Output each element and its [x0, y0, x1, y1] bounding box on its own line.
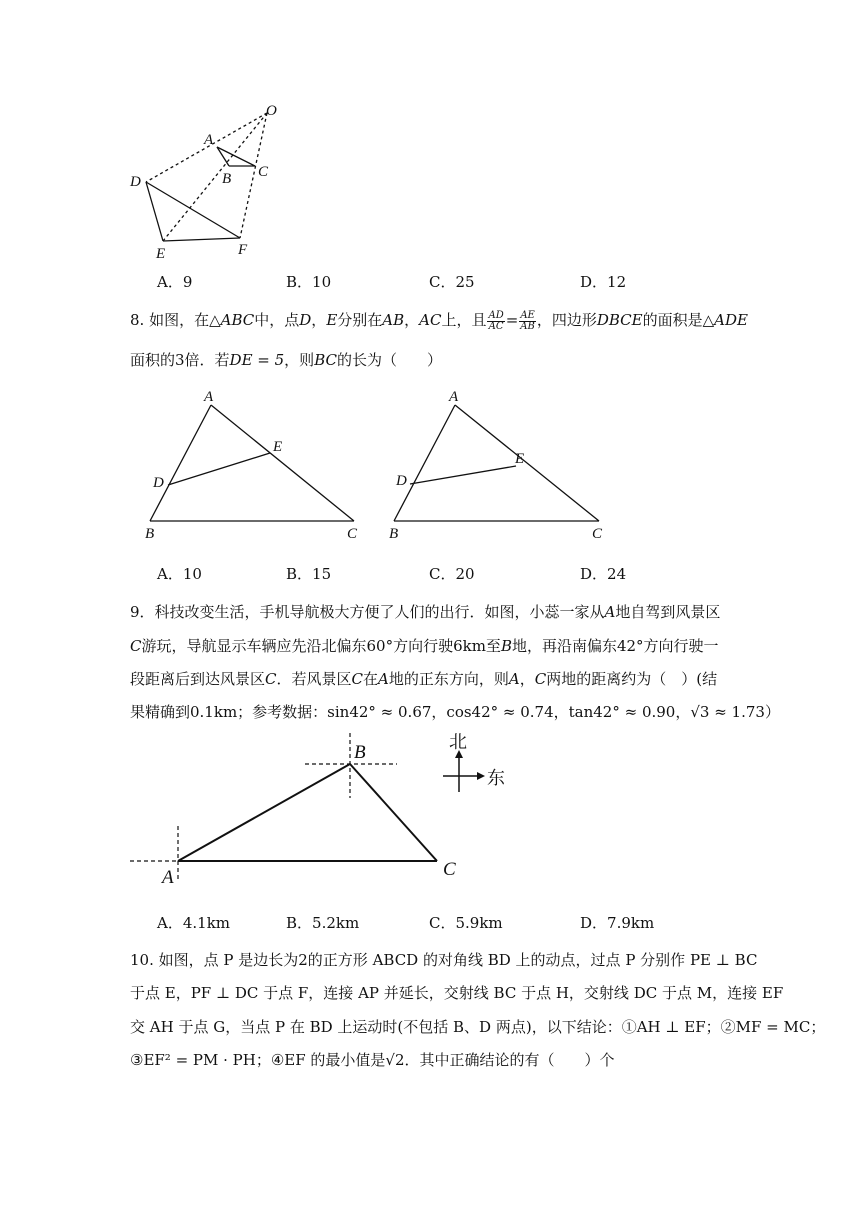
q7-label-a: A [204, 132, 214, 148]
q8-right-label-a: A [449, 389, 459, 405]
q8-left-label-c: C [347, 526, 358, 542]
q8-option-a[interactable]: A．10 [157, 565, 202, 583]
q8-stem-line2: 面积的3倍．若DE = 5，则BC的长为（ ） [130, 351, 442, 369]
q8-option-d[interactable]: D．24 [580, 565, 627, 583]
q9-stem-line1: 9．科技改变生活，手机导航极大方便了人们的出行．如图，小蕊一家从A地自驾到风景区 [130, 603, 721, 621]
q8-left-label-a: A [204, 389, 214, 405]
q7-label-e: E [156, 246, 166, 262]
q8-right-label-e: E [515, 451, 525, 467]
q9-option-a[interactable]: A．4.1km [157, 914, 231, 932]
q8-option-c[interactable]: C．20 [429, 565, 475, 583]
q8-stem-line1: 8. 如图，在△ABC中，点D，E分别在AB，AC上，且 $\frac{AD}{AC}$ = $\frac{AE}{AB}$ ，四边形DBCE的面积是△ADE [130, 309, 748, 332]
q8-right-label-d: D [396, 473, 407, 489]
q9-label-a: A [162, 867, 174, 888]
q8-fraction-ae-ab: $\frac{AE}{AB}$ [520, 309, 535, 332]
q7-option-a[interactable]: A．9 [157, 273, 193, 291]
q8-option-b[interactable]: B．15 [286, 565, 332, 583]
q9-label-c: C [443, 859, 456, 880]
q7-label-c: C [258, 164, 269, 180]
q10-stem-line4: ③EF² = PM · PH；④EF 的最小值是√2．其中正确结论的有（ ）个 [130, 1051, 615, 1069]
q9-option-d[interactable]: D．7.9km [580, 914, 655, 932]
q9-stem-line3: 段距离后到达风景区C．若风景区C在A地的正东方向，则A，C两地的距离约为（ ）(结 [130, 670, 718, 688]
q8-figure-left [140, 385, 370, 545]
q7-label-d: D [130, 174, 141, 190]
q8-left-label-d: D [153, 475, 164, 491]
q10-stem-line2: 于点 E，PF ⊥ DC 于点 F，连接 AP 并延长，交射线 BC 于点 H，交射线 DC 于点 M，连接 EF [130, 984, 784, 1002]
q10-stem-line3: 交 AH 于点 G，当点 P 在 BD 上运动时(不包括 B、D 两点)，以下结论：①AH ⊥ EF；②MF = MC； [130, 1018, 826, 1036]
east-label: 东 [487, 768, 505, 789]
q9-option-c[interactable]: C．5.9km [429, 914, 503, 932]
q7-option-d[interactable]: D．12 [580, 273, 627, 291]
q9-stem-line2: C游玩，导航显示车辆应先沿北偏东60°方向行驶6km至B地，再沿南偏东42°方向行驶一 [130, 637, 719, 655]
north-label: 北 [449, 732, 467, 753]
q8-left-label-b: B [145, 526, 155, 542]
q7-figure [120, 100, 290, 265]
q8-right-label-c: C [592, 526, 603, 542]
q8-left-label-e: E [273, 439, 283, 455]
q9-option-b[interactable]: B．5.2km [286, 914, 360, 932]
q8-right-label-b: B [389, 526, 399, 542]
q8-fraction-ad-ac: $\frac{AD}{AC}$ [488, 309, 504, 332]
q10-stem-line1: 10. 如图，点 P 是边长为2的正方形 ABCD 的对角线 BD 上的动点，过点 P 分别作 PE ⊥ BC [130, 951, 758, 969]
q7-label-b: B [222, 171, 232, 187]
q8-figure-right [385, 385, 615, 545]
q9-label-b: B [354, 742, 366, 763]
q9-stem-line4: 果精确到0.1km；参考数据：sin42° ≈ 0.67，cos42° ≈ 0.74，tan42° ≈ 0.90，√3 ≈ 1.73） [130, 703, 780, 721]
q7-label-o: O [266, 103, 277, 119]
q7-option-c[interactable]: C．25 [429, 273, 475, 291]
q7-label-f: F [238, 242, 248, 258]
q7-option-b[interactable]: B．10 [286, 273, 332, 291]
compass-icon [435, 730, 510, 795]
